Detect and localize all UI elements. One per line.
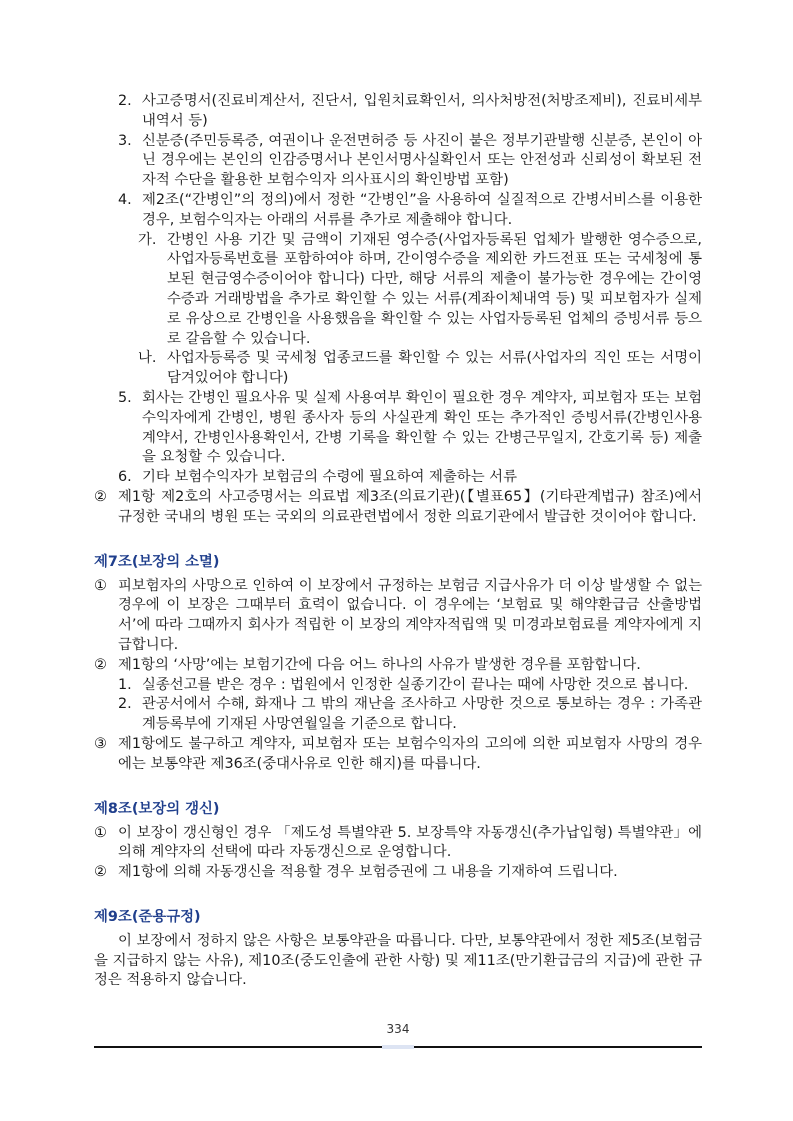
list-item xyxy=(94,695,702,735)
list-text: 회사는 간병인 필요사유 및 실제 사용여부 확인이 필요한 경우 계약자, 피보험자 또는 보험수익자에게 간병인, 병원 종사자 등의 사실관계 확인 또는 추가적인 증빙서류(간병인사용계약서, 간병인사용확인서, 간병 기록을 확인할 수 있는 간병근무일지, 간호기록 등) 제출을 요청할 수 있습니다. xyxy=(142,389,702,466)
clause-marker: ② xyxy=(94,488,107,505)
list-text: 제2조(“간병인”의 정의)에서 정한 “간병인”을 사용하여 실질적으로 간병서비스를 이용한 경우, 보험수익자는 아래의 서류를 추가로 제출해야 합니다. xyxy=(142,191,702,228)
sub-list-marker: 나. xyxy=(138,350,157,367)
clause xyxy=(94,735,702,775)
list-item xyxy=(94,389,702,468)
list-item xyxy=(94,191,702,231)
list-marker: 5. xyxy=(118,389,132,406)
list-text: 신분증(주민등록증, 여권이나 운전면허증 등 사진이 붙은 정부기관발행 신분증, 본인이 아닌 경우에는 본인의 인감증명서나 본인서명사실확인서 또는 안전성과 신뢰성이 확보된 전자적 수단을 활용한 보험수익자 의사표시의 확인방법 포함) xyxy=(142,132,702,189)
sub-list-text: 사업자등록증 및 국세청 업종코드를 확인할 수 있는 서류(사업자의 직인 또는 서명이 담겨있어야 합니다) xyxy=(167,350,702,387)
article-heading: 제9조(준용규정) xyxy=(94,908,201,925)
footer-rule-accent xyxy=(382,1045,414,1049)
page-number: 334 xyxy=(386,1022,410,1036)
list-item xyxy=(94,92,702,132)
clause-text: 제1항에도 불구하고 계약자, 피보험자 또는 보험수익자의 고의에 의한 피보험자 사망의 경우에는 보통약관 제36조(중대사유로 인한 해지)를 따릅니다. xyxy=(118,735,702,772)
list-text: 실종선고를 받은 경우 : 법원에서 인정한 실종기간이 끝나는 때에 사망한 것으로 봅니다. xyxy=(142,676,689,693)
clause-marker: ② xyxy=(94,864,107,881)
clause-text: 제1항 제2호의 사고증명서는 의료법 제3조(의료기관)(【별표65】(기타관계법규) 참조)에서 규정한 국내의 병원 또는 국외의 의료관련법에서 정한 의료기관에서 발급한 것이어야 합니다. xyxy=(118,488,702,525)
clause xyxy=(94,656,702,676)
list-text: 기타 보험수익자가 보험금의 수령에 필요하여 제출하는 서류 xyxy=(142,469,517,486)
sub-list-item xyxy=(94,231,702,350)
clause xyxy=(94,488,702,528)
list-item xyxy=(94,676,702,696)
clause-marker: ② xyxy=(94,656,107,673)
clause xyxy=(94,824,702,864)
list-marker: 6. xyxy=(118,469,132,486)
clause-text: 이 보장이 갱신형인 경우 「제도성 특별약관 5. 보장특약 자동갱신(추가납입형) 특별약관」에 의해 계약자의 선택에 따라 자동갱신으로 운영합니다. xyxy=(118,824,702,861)
document-body xyxy=(94,92,702,991)
clause-text: 피보험자의 사망으로 인하여 이 보장에서 규정하는 보험금 지급사유가 더 이상 발생할 수 없는 경우에 이 보장은 그때부터 효력이 없습니다. 이 경우에는 ‘보험료 및 해약환급금 산출방법서’에 따라 그때까지 회사가 적립한 이 보장의 계약자적립액 및 미경과보험료를 계약자에게 지급합니다. xyxy=(118,577,702,653)
clause xyxy=(94,577,702,656)
sub-list-item xyxy=(94,349,702,389)
list-item xyxy=(94,132,702,191)
sub-list-marker: 가. xyxy=(138,231,157,248)
article-heading: 제8조(보장의 갱신) xyxy=(94,800,220,817)
clause-text: 제1항에 의해 자동갱신을 적용할 경우 보험증권에 그 내용을 기재하여 드립니다. xyxy=(118,864,618,881)
paragraph: 이 보장에서 정하지 않은 사항은 보통약관을 따릅니다. 다만, 보통약관에서 정한 제5조(보험금을 지급하지 않는 사유), 제10조(중도인출에 관한 사항) 및 제11조(만기환급금의 지급)에 관한 규정은 적용하지 않습니다. xyxy=(94,932,703,989)
list-marker: 3. xyxy=(118,132,132,149)
sub-list-text: 간병인 사용 기간 및 금액이 기재된 영수증(사업자등록된 업체가 발행한 영수증으로, 사업자등록번호를 포함하여야 하며, 간이영수증을 제외한 카드전표 또는 국세청에 통보된 현금영수증이어야 합니다) 다만, 해당 서류의 제출이 불가능한 경우에는 간이영수증과 거래방법을 추가로 확인할 수 있는 서류(계좌이체내역 등) 및 피보험자가 실제로 유상으로 간병인을 사용했음을 확인할 수 있는 사업자등록된 업체의 증빙서류 등으로 갈음할 수 있습니다. xyxy=(167,231,702,347)
clause-marker: ① xyxy=(94,577,107,594)
clause xyxy=(94,863,702,883)
list-text: 관공서에서 수해, 화재나 그 밖의 재난을 조사하고 사망한 것으로 통보하는 경우 : 가족관계등록부에 기재된 사망연월일을 기준으로 합니다. xyxy=(142,696,702,733)
list-marker: 2. xyxy=(118,93,132,109)
list-text: 사고증명서(진료비계산서, 진단서, 입원치료확인서, 의사처방전(처방조제비), 진료비세부내역서 등) xyxy=(142,93,702,129)
page-footer xyxy=(94,1022,702,1052)
article-heading: 제7조(보장의 소멸) xyxy=(94,553,220,570)
list-marker: 4. xyxy=(118,191,132,208)
clause-text: 제1항의 ‘사망’에는 보험기간에 다음 어느 하나의 사유가 발생한 경우를 포함합니다. xyxy=(118,656,641,673)
list-item xyxy=(94,468,702,488)
footer-rule-right xyxy=(414,1046,702,1048)
clause-marker: ③ xyxy=(94,735,107,752)
list-marker: 2. xyxy=(118,696,132,713)
footer-rule-left xyxy=(94,1046,382,1048)
list-marker: 1. xyxy=(118,676,132,693)
clause-marker: ① xyxy=(94,824,107,841)
